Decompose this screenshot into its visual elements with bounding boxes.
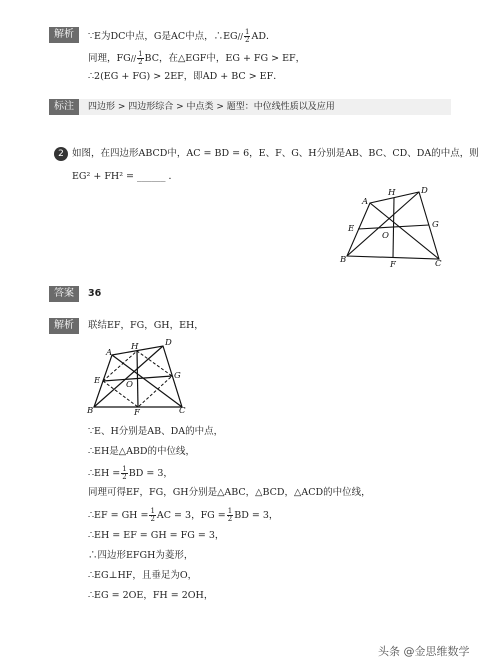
label-b: B bbox=[340, 255, 347, 265]
question-number-badge: 2 bbox=[54, 147, 68, 161]
diagonal-ac bbox=[370, 203, 439, 259]
segment-hf-2 bbox=[137, 351, 138, 407]
solution-line-4: 同理可得EF，FG，GH分别是△ABC，△BCD，△ACD的中位线， bbox=[88, 487, 371, 498]
analysis-line-2: 同理，FG// $\frac{1}{2}$ BC，在△EGF中，EG + FG > EF， bbox=[88, 50, 306, 66]
label-e: E bbox=[348, 224, 355, 234]
label-h: H bbox=[388, 188, 396, 198]
label-tag: 标注 bbox=[49, 99, 79, 115]
label2-a: A bbox=[106, 348, 113, 358]
solution-line-8: ∴EG⊥HF，且垂足为O， bbox=[88, 570, 198, 581]
label-g: G bbox=[432, 220, 439, 230]
label2-g: G bbox=[174, 371, 181, 381]
label-o: O bbox=[382, 231, 389, 241]
analysis-tag: 解析 bbox=[49, 27, 79, 43]
source-watermark: 头条 @金思维数学 bbox=[378, 645, 470, 658]
analysis-line-1: ∵E为DC中点，G是AC中点，∴EG// $\frac{1}{2}$ AD． bbox=[88, 28, 276, 44]
solution-line-2: ∴EH是△ABD的中位线， bbox=[88, 446, 196, 457]
label2-e: E bbox=[94, 376, 101, 386]
solution-line-9: ∴EG = 2OE，FH = 2OH， bbox=[88, 590, 214, 601]
quadrilateral-figure-2 bbox=[86, 333, 191, 415]
segment-hf bbox=[393, 198, 394, 258]
label-c: C bbox=[435, 259, 442, 268]
solution-line-6: ∴EH = EF = GH = FG = 3， bbox=[88, 530, 225, 541]
label2-c: C bbox=[179, 406, 186, 415]
question-text-line-1: 如图，在四边形ABCD中，AC = BD = 6，E、F、G、H分别是AB、BC、CD、DA的中点，则 bbox=[72, 148, 479, 159]
answer-tag: 答案 bbox=[49, 286, 79, 302]
solution-line-1: ∵E、H分别是AB、DA的中点， bbox=[88, 426, 224, 437]
label-f: F bbox=[390, 260, 396, 268]
analysis-line-3: ∴2(EG + FG) > 2EF，即AD + BC > EF． bbox=[88, 71, 283, 82]
answer-value: 36 bbox=[88, 288, 102, 299]
label2-d: D bbox=[165, 338, 172, 348]
solution-line-3: ∴EH = $\frac{1}{2}$ BD = 3， bbox=[88, 465, 173, 481]
solution-line-7: ∴四边形EFGH为菱形， bbox=[88, 550, 194, 561]
diagonal-bd bbox=[347, 192, 419, 256]
solution-line-5: ∴EF = GH = $\frac{1}{2}$ AC = 3，FG = $\frac{1}{2}$ BD = 3， bbox=[88, 507, 279, 523]
label2-f: F bbox=[134, 408, 140, 415]
solution-intro: 联结EF，FG，GH，EH， bbox=[88, 320, 204, 331]
knowledge-path[interactable]: 四边形 > 四边形综合 > 中点类 > 题型：中位线性质以及应用 bbox=[88, 102, 335, 112]
label-d: D bbox=[421, 186, 428, 196]
label-a: A bbox=[362, 197, 369, 207]
solution-tag: 解析 bbox=[49, 318, 79, 334]
quadrilateral-figure-1 bbox=[330, 183, 445, 268]
question-text-line-2: EG² + FH² = ______ ． bbox=[72, 171, 179, 182]
label2-o: O bbox=[126, 380, 133, 390]
label2-b: B bbox=[87, 406, 94, 415]
label2-h: H bbox=[131, 342, 139, 352]
